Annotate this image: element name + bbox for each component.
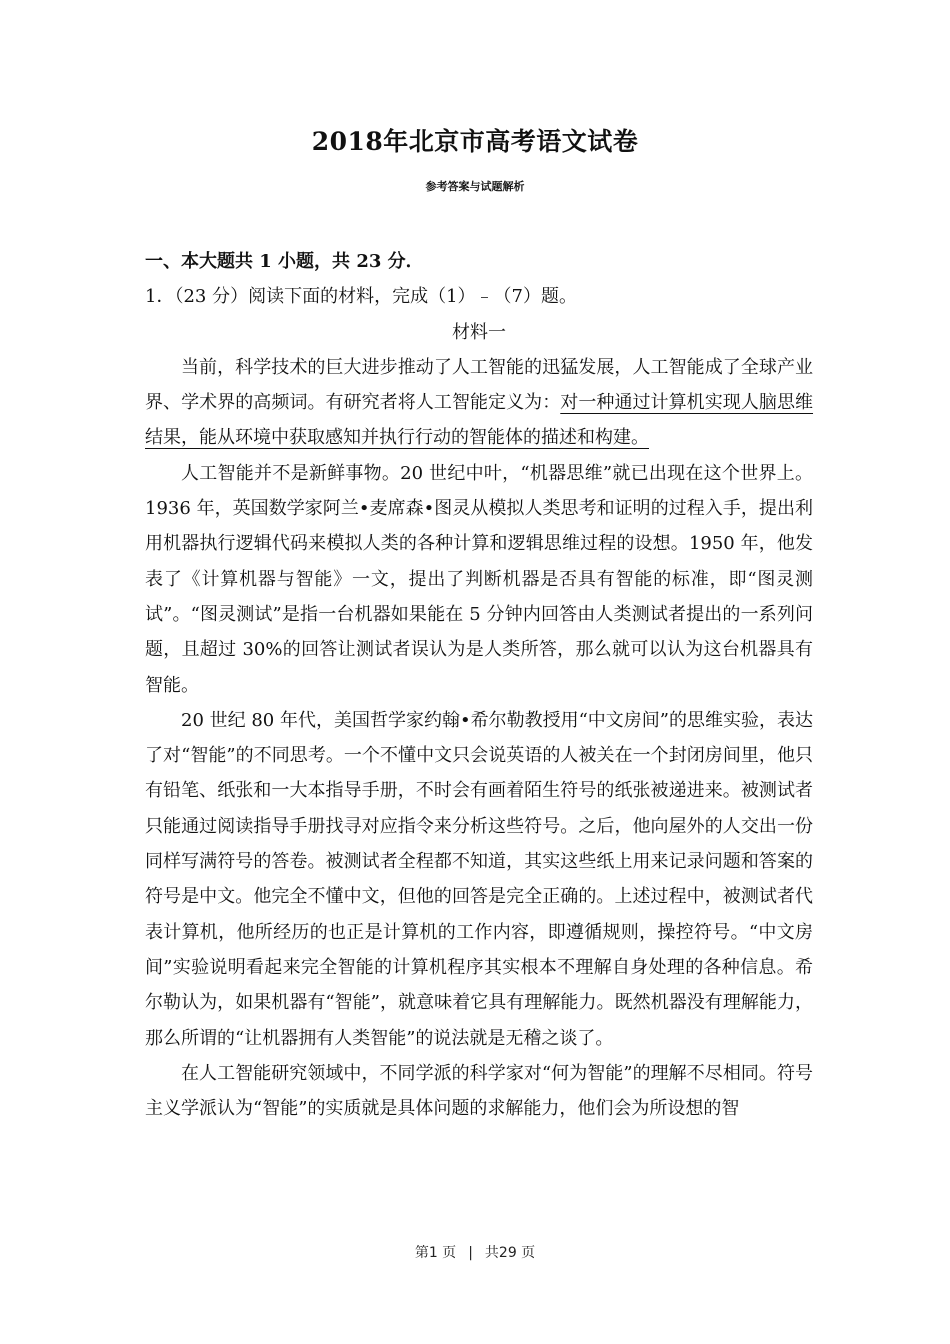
document-body (145, 244, 813, 1126)
paragraph-3: 20 世纪 80 年代，美国哲学家约翰•希尔勒教授用“中文房间”的思维实验，表达了对“智能”的不同思考。一个不懂中文只会说英语的人被关在一个封闭房间里，他只有铅笔、纸张和一大本指导手册，不时会有画着陌生符号的纸张被递进来。被测试者只能通过阅读指导手册找寻对应指令来分析这些符号。之后，他向屋外的人交出一份同样写满符号的答卷。被测试者全程都不知道，其实这些纸上用来记录问题和答案的符号是中文。他完全不懂中文，但他的回答是完全正确的。上述过程中，被测试者代表计算机，他所经历的也正是计算机的工作内容，即遵循规则，操控符号。“中文房间”实验说明看起来完全智能的计算机程序其实根本不理解自身处理的各种信息。希尔勒认为，如果机器有“智能”，就意味着它具有理解能力。既然机器没有理解能力，那么所谓的“让机器拥有人类智能”的说法就是无稽之谈了。 (145, 709, 813, 1049)
paragraph-1-underlined-definition: 对一种通过计算机实现人脑思维结果，能从环境中获取感知并执行行动的智能体的描述和构建。 (145, 392, 814, 449)
page-footer (0, 1242, 950, 1262)
footer-separator: | (468, 1245, 473, 1261)
page-number-total: 共29 页 (484, 1245, 536, 1261)
paragraph-2: 人工智能并不是新鲜事物。20 世纪中叶，“机器思维”就已出现在这个世界上。1936 年，英国数学家阿兰•麦席森•图灵从模拟人类思考和证明的过程入手，提出利用机器执行逻辑代码来模拟人类的各种计算和逻辑思维过程的设想。1950 年，他发表了《计算机器与智能》一文，提出了判断机器是否具有智能的标准，即“图灵测试”。“图灵测试”是指一台机器如果能在 5 分钟内回答由人类测试者提出的一系列问题，且超过 30%的回答让测试者误认为是人类所答，那么就可以认为这台机器具有智能。 (145, 462, 813, 696)
question-prompt: 1．（23 分）阅读下面的材料，完成（1）﹣（7）题。 (145, 286, 577, 308)
material-heading: 材料一 (452, 321, 506, 343)
section-heading: 一、本大题共 1 小题，共 23 分． (145, 251, 424, 272)
paragraph-1 (145, 350, 813, 456)
paragraph-4: 在人工智能研究领域中，不同学派的科学家对“何为智能”的理解不尽相同。符号主义学派认为“智能”的实质就是具体问题的求解能力，他们会为所设想的智 (145, 1062, 813, 1120)
document-subtitle: 参考答案与试题解析 (425, 180, 525, 193)
page-number-current: 第1 页 (414, 1245, 457, 1261)
document-title: 2018年北京市高考语文试卷 (311, 127, 639, 156)
paragraph-1-intro: 当前，科学技术的巨大进步推动了人工智能的迅猛发展，人工智能成了全球产业界、学术界的高频词。有研究者将人工智能定义为： (145, 356, 813, 414)
